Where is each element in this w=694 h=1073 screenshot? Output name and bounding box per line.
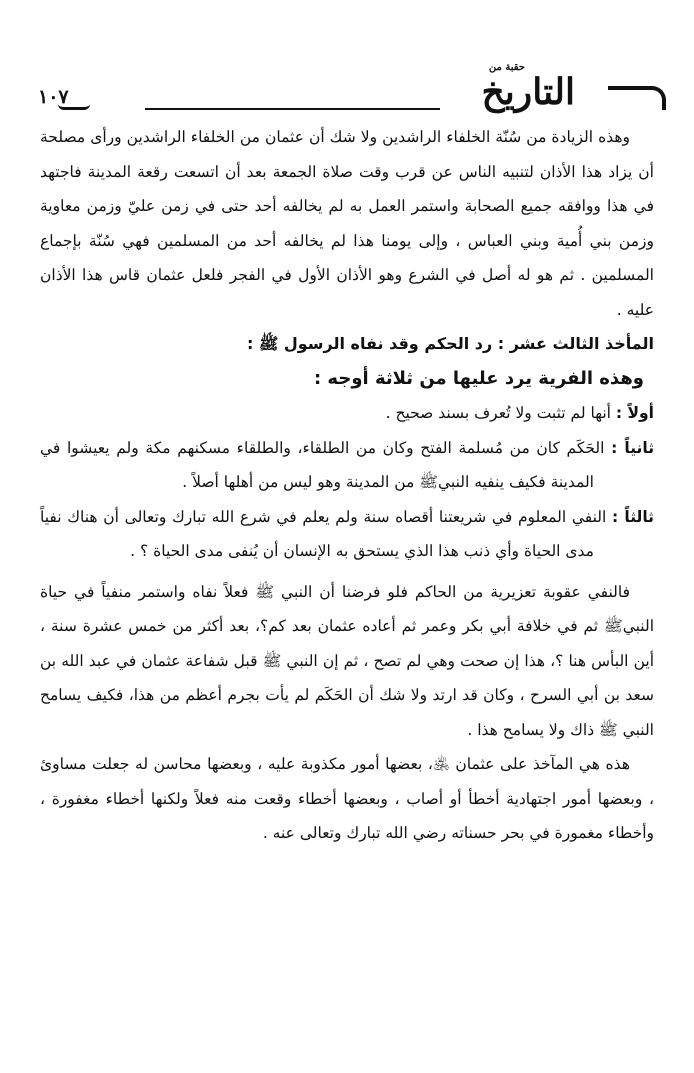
paragraph-summary: هذه هي المآخذ على عثمان ﵁، بعضها أمور مكذوبة عليه ، وبعضها محاسن له جعلت مساوئ ، وبعضها أمور اجتهادية أخطأ أو أصاب ، وبعضها أخطاء وقعت منه فعلاً ولكنها أخطاء مغفورة ، وأخطاء مغمورة في بحر حسناته رضي الله تبارك وتعالى عنه . <box>40 755 654 842</box>
page-number: ١٠٧ <box>38 86 69 108</box>
point-third-text: النفي المعلوم في شريعتنا أقصاه سنة ولم يعلم في شرع الله تبارك وتعالى أن هناك نفياً مدى الحياة وأي ذنب هذا الذي يستحق به الإنسان أن يُنفى مدى الحياة ؟ . <box>40 507 607 560</box>
point-second <box>40 431 654 500</box>
point-second-label: ثانياً : <box>611 438 655 457</box>
paragraph-exile: فالنفي عقوبة تعزيرية من الحاكم فلو فرضنا أن النبي ﷺ فعلاً نفاه واستمر منفياً في حياة النبيﷺ ثم في خلافة أبي بكر وعمر ثم أعاده عثمان بعد كم؟، بعد أكثر من خمس عشرة سنة ، أين البأس هنا ؟، هذا إن صحت وهي لم تصح ، ثم إن النبي ﷺ قبل شفاعة عثمان في عبد الله بن سعد بن أبي السرح ، وكان قد ارتد ولا شك أن الحَكَم لم يأت بجرم أعظم من هذا، فكيف يسامح النبي ﷺ ذاك ولا يسامح هذا . <box>40 582 654 739</box>
subheading: وهذه الفرية يرد عليها من ثلاثة أوجه : <box>313 367 644 389</box>
book-title: التاريخ <box>481 71 575 113</box>
section-heading: المأخذ الثالث عشر : رد الحكم وقد نفاه الرسول ﷺ : <box>247 334 654 353</box>
header-ornament <box>608 86 666 110</box>
point-third-label: ثالثاً : <box>612 507 654 526</box>
page-body <box>40 120 654 851</box>
point-second-text: الحَكَم كان من مُسلمة الفتح وكان من الطلقاء، والطلقاء مسكنهم مكة ولم يعيشوا في المدينة فكيف ينفيه النبيﷺ من المدينة وهو ليس من أهلها أصلاً . <box>40 438 605 491</box>
header-rule <box>145 108 440 110</box>
point-first <box>40 396 654 431</box>
point-first-text: أنها لم تثبت ولا تُعرف بسند صحيح . <box>385 404 611 422</box>
point-first-label: أولاً : <box>615 404 654 422</box>
point-third <box>40 500 654 569</box>
page-number-ornament <box>58 102 90 110</box>
book-subtitle: حقبة من <box>488 62 525 73</box>
paragraph-adhan: وهذه الزيادة من سُنّة الخلفاء الراشدين ولا شك أن عثمان من الخلفاء الراشدين ورأى مصلحة أن يزاد هذا الأذان لتنبيه الناس عن قرب وقت صلاة الجمعة بعد أن اتسعت رقعة المدينة فاجتهد في هذا ووافقه جميع الصحابة واستمر العمل به لم يخالفه أحد حتى في زمن عليّ وزمن معاوية وزمن بني أُمية وبني العباس ، وإلى يومنا هذا لم يخالفه أحد من المسلمين فهي سُنّة بإجماع المسلمين . ثم هو له أصل في الشرع وهو الأذان الأول في الفجر فلعل عثمان قاس هذا الأذان عليه . <box>40 128 654 319</box>
page-header <box>30 58 670 118</box>
